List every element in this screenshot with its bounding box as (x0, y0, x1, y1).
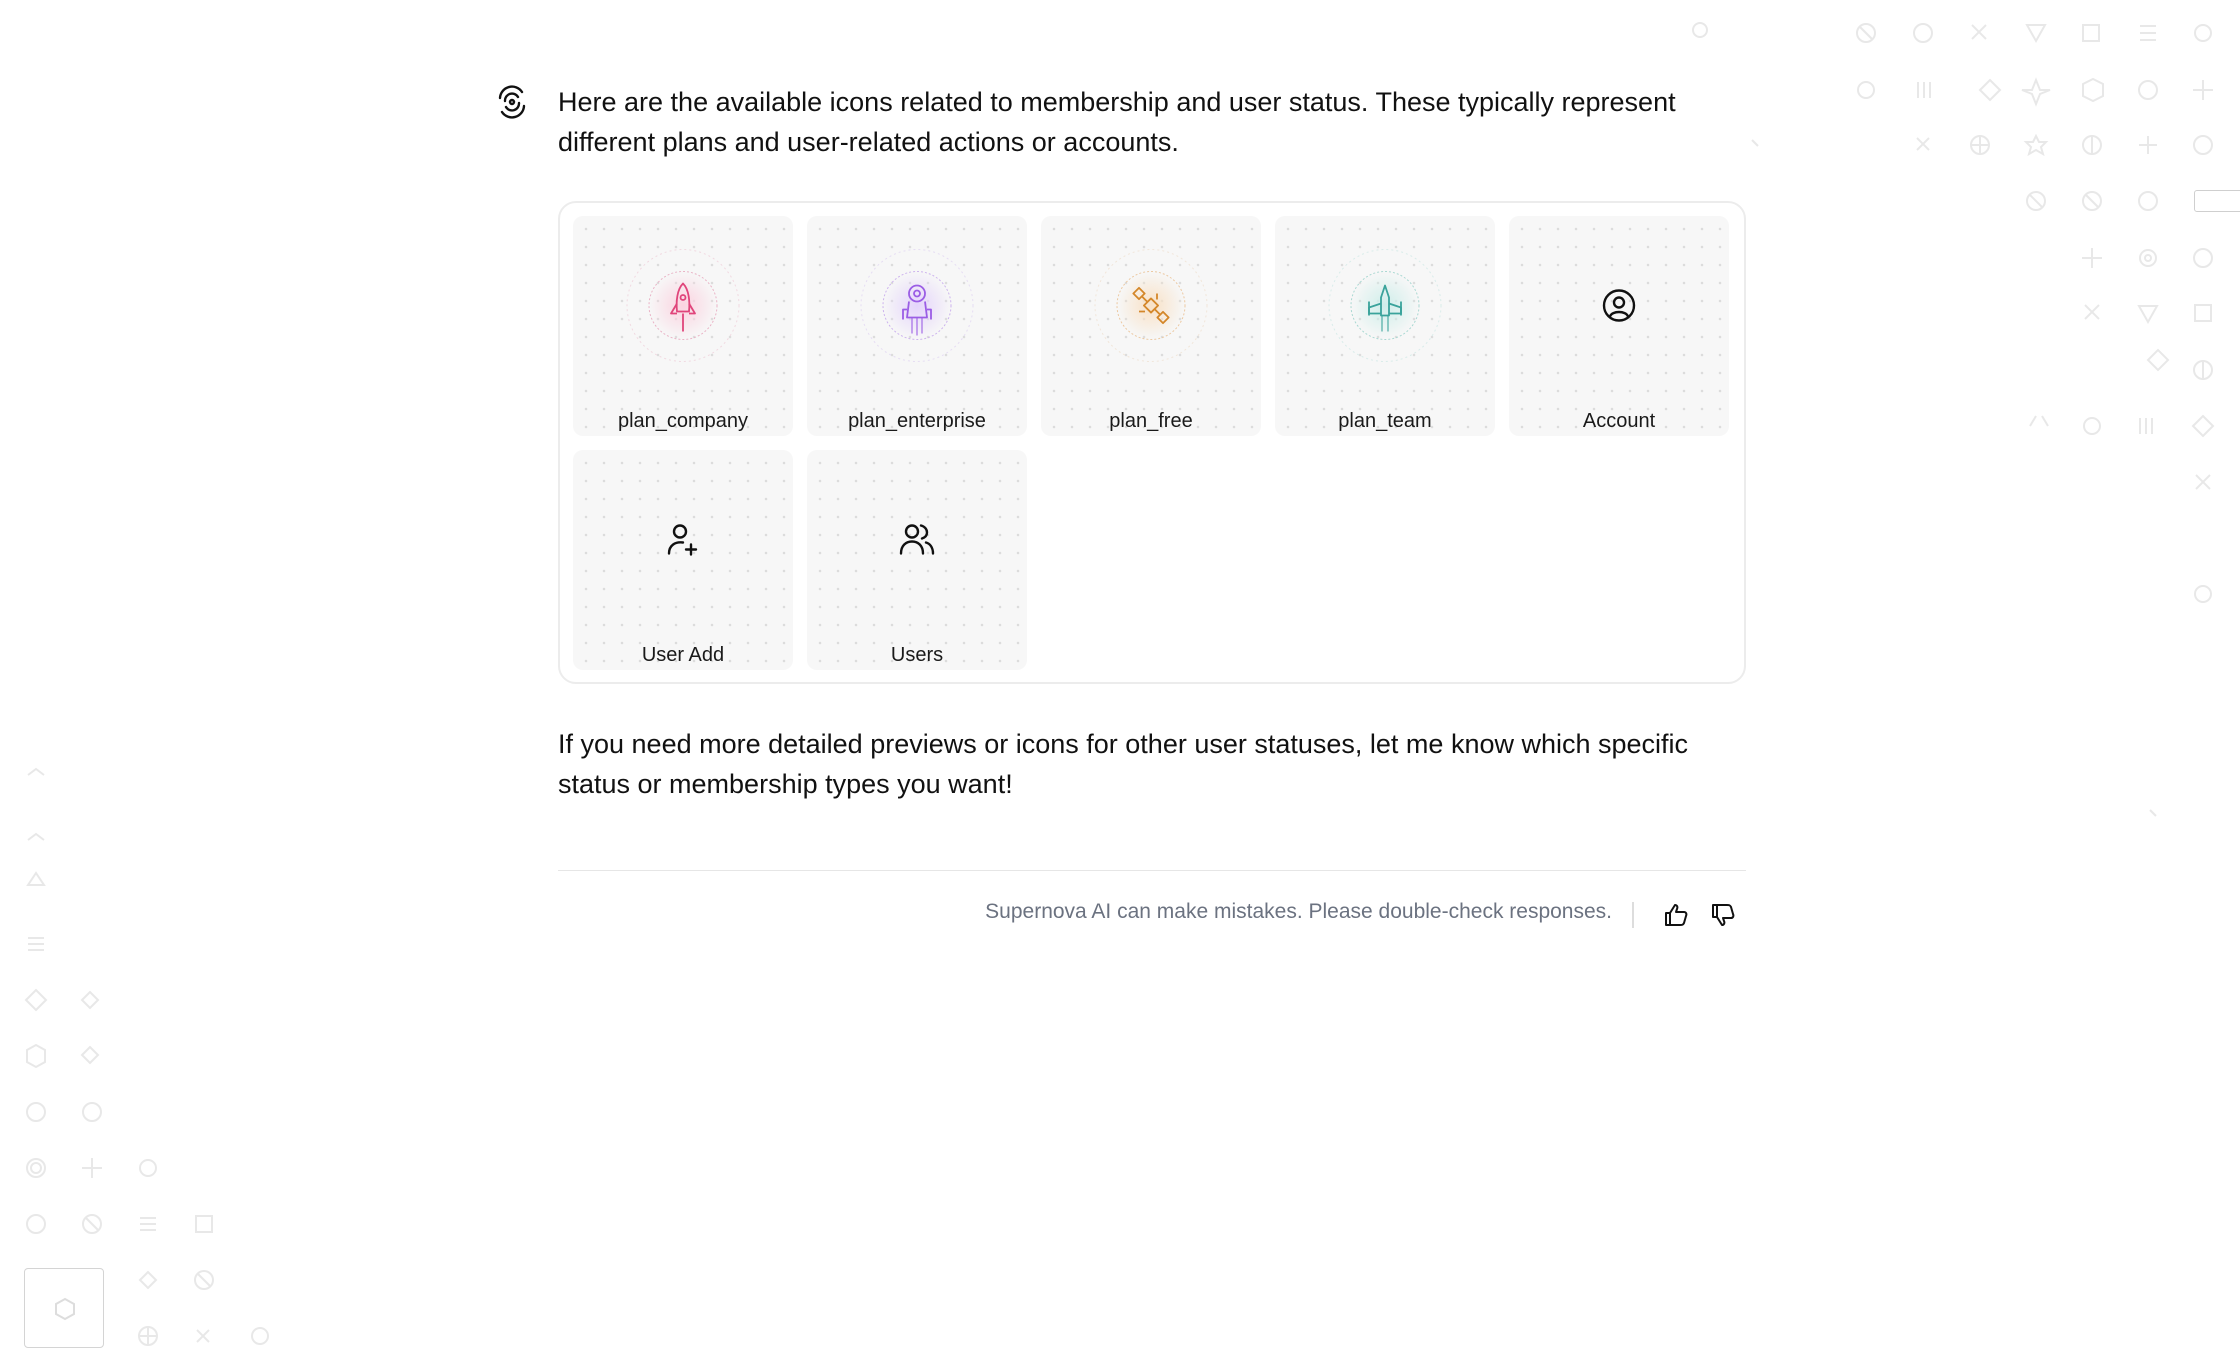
footer-divider (558, 870, 1746, 871)
starfighter-icon (1325, 246, 1445, 371)
icon-tile-label: User Add (641, 644, 725, 666)
icon-tile-label: plan_free (1109, 410, 1193, 432)
icon-tile-plan-team[interactable] (1275, 216, 1495, 436)
thumbs-down-icon (1707, 899, 1739, 931)
partial-input-box (2194, 190, 2240, 212)
user-add-icon (663, 520, 703, 565)
icon-tile-users[interactable] (807, 450, 1027, 670)
feedback-separator (1632, 902, 1634, 928)
icon-tile-label: plan_company (617, 410, 749, 432)
ai-disclaimer: Supernova AI can make mistakes. Please double-check responses. (985, 900, 1612, 923)
thumbs-down-button[interactable] (1707, 899, 1739, 931)
assistant-logo-icon (494, 84, 530, 120)
icon-tile-account[interactable] (1509, 216, 1729, 436)
hexagon-icon (25, 1269, 105, 1349)
icon-tile-label: Users (890, 644, 944, 666)
thumbs-up-button[interactable] (1660, 899, 1692, 931)
assistant-message-outro: If you need more detailed previews or icons for other user statuses, let me know which specific status or membership types you want! (558, 729, 1689, 799)
icon-results-card (558, 201, 1746, 684)
icon-tile-label: plan_team (1338, 410, 1432, 432)
icon-tile-user-add[interactable] (573, 450, 793, 670)
thumbs-up-icon (1660, 899, 1692, 931)
assistant-message-intro: Here are the available icons related to membership and user status. These typically represent different plans and user-related actions or accounts. (558, 87, 1676, 157)
user-circle-icon (1599, 286, 1639, 331)
rocket-icon (623, 246, 743, 371)
icon-tile-plan-enterprise[interactable] (807, 216, 1027, 436)
icon-tile-plan-free[interactable] (1041, 216, 1261, 436)
icon-tile-label: Account (1582, 410, 1656, 432)
satellite-icon (1091, 246, 1211, 371)
corner-widget[interactable] (24, 1268, 104, 1348)
icon-tile-label: plan_enterprise (848, 410, 986, 432)
users-icon (897, 520, 937, 565)
icon-tile-plan-company[interactable] (573, 216, 793, 436)
spaceship-icon (857, 246, 977, 371)
